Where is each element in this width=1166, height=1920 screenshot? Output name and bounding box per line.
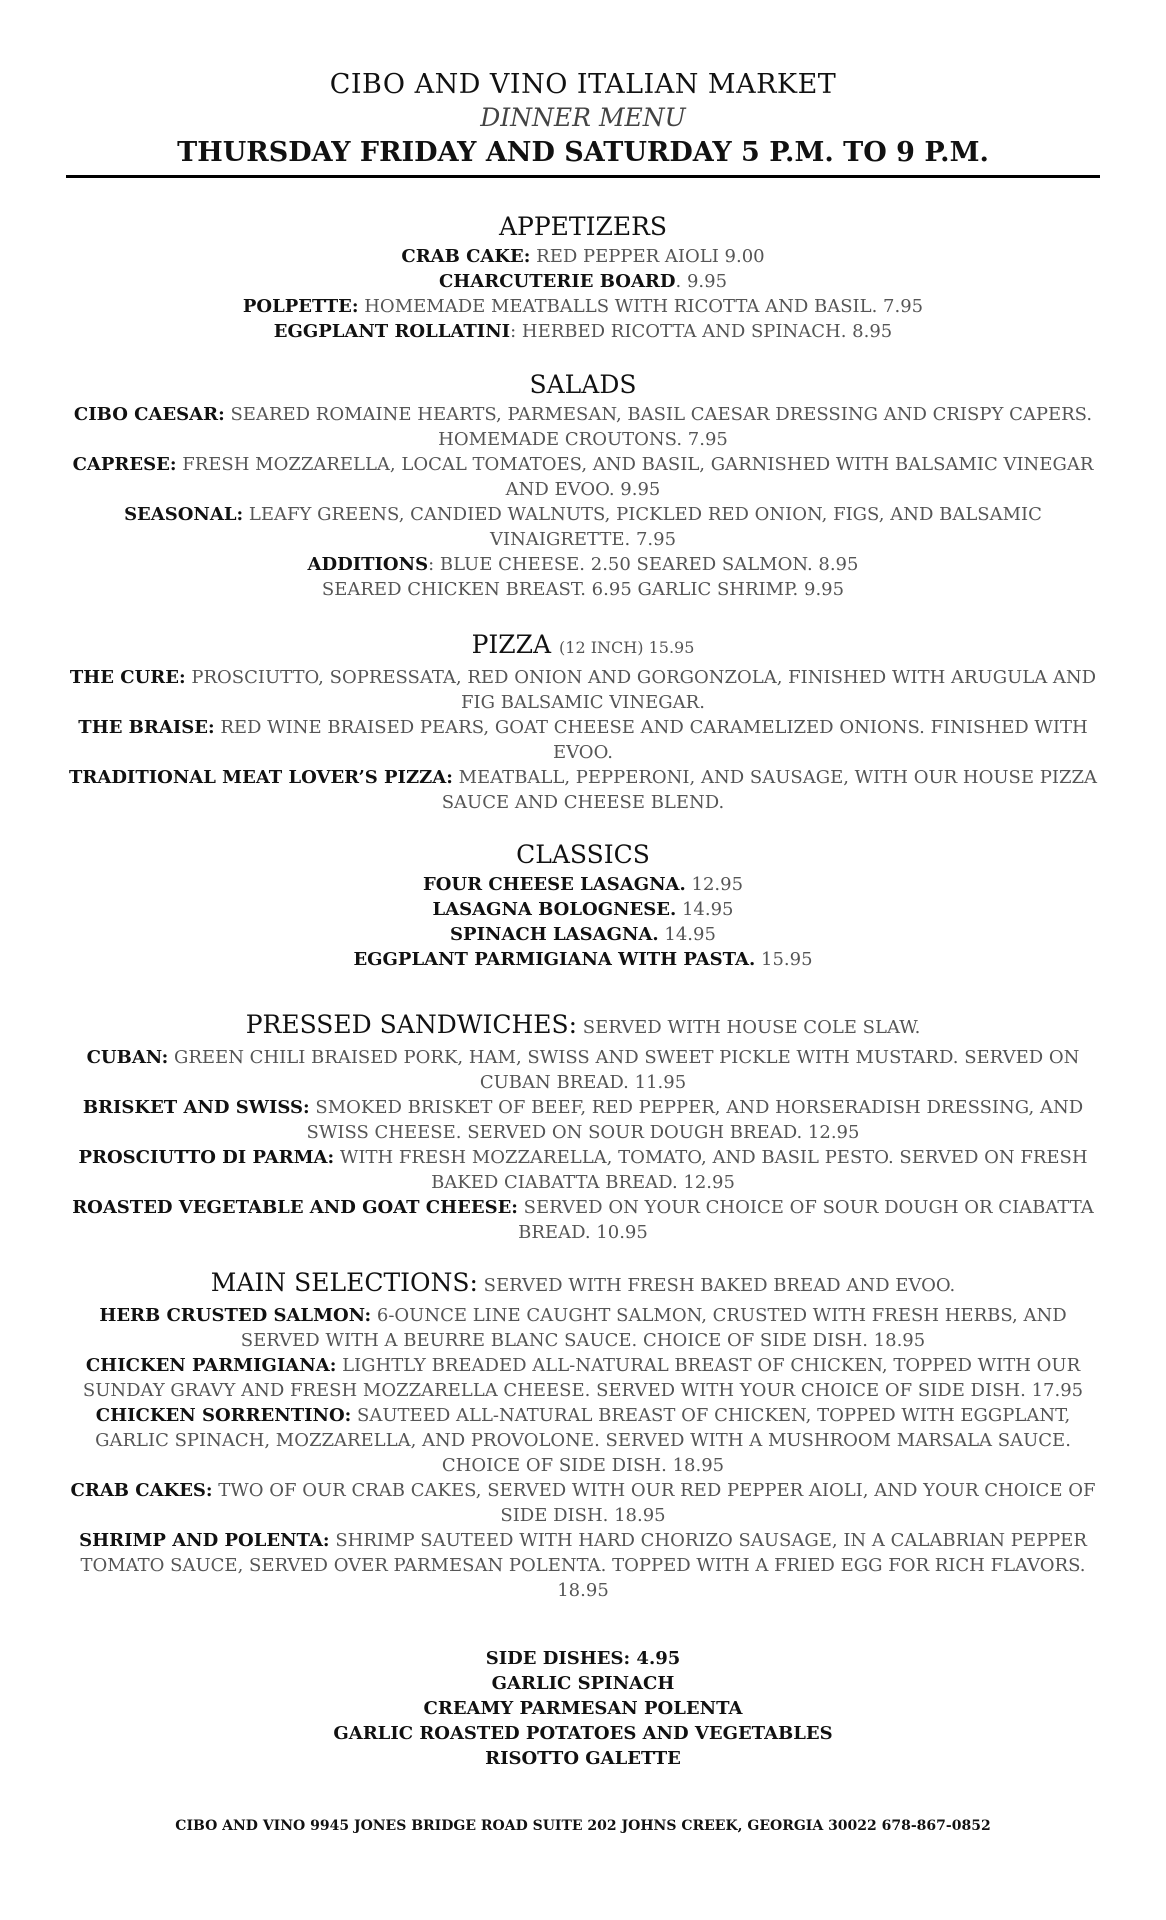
menu-item — [66, 715, 1100, 765]
section-title-classics: CLASSICS — [516, 840, 650, 869]
address-footer: CIBO AND VINO 9945 JONES BRIDGE ROAD SUITE 202 JOHNS CREEK, GEORGIA 30022 678-867-0852 — [175, 1818, 991, 1834]
mains-title: MAIN SELECTIONS: — [210, 1268, 478, 1297]
section-title-sandwiches — [66, 1008, 1100, 1045]
item-name: PROSCIUTTO DI PARMA: — [78, 1147, 335, 1168]
item-desc: PROSCIUTTO, SOPRESSATA, RED ONION AND GORGONZOLA, FINISHED WITH ARUGULA AND FIG BALSAMIC VINEGAR. — [185, 667, 1097, 713]
menu-subtitle: DINNER MENU — [480, 103, 686, 132]
menu-item — [66, 1528, 1100, 1603]
item-price: 14.95 — [658, 924, 716, 945]
item-name: BRISKET AND SWISS: — [82, 1097, 310, 1118]
item-name: CAPRESE: — [72, 454, 177, 475]
salads-section — [66, 368, 1100, 602]
item-name: CHICKEN PARMIGIANA: — [85, 1355, 337, 1376]
item-desc: SHRIMP SAUTEED WITH HARD CHORIZO SAUSAGE, IN A CALABRIAN PEPPER TOMATO SAUCE, SERVED OVER PARMESAN POLENTA. TOPPED WITH A FRIED EGG FOR RICH FLAVORS. 18.95 — [80, 1530, 1087, 1601]
hours-line: THURSDAY FRIDAY AND SATURDAY 5 P.M. TO 9 P.M. — [177, 137, 989, 168]
item-name: EGGPLANT ROLLATINI — [273, 321, 511, 342]
item-name: SPINACH LASAGNA. — [450, 924, 659, 945]
item-desc: LEAFY GREENS, CANDIED WALNUTS, PICKLED RED ONION, FIGS, AND BALSAMIC VINAIGRETTE. 7.95 — [243, 504, 1042, 550]
side-item: CREAMY PARMESAN POLENTA — [423, 1698, 743, 1719]
item-desc: HOMEMADE MEATBALLS WITH RICOTTA AND BASIL. 7.95 — [358, 296, 924, 317]
item-desc: SERVED ON YOUR CHOICE OF SOUR DOUGH OR CIABATTA BREAD. 10.95 — [517, 1197, 1094, 1243]
item-name: CUBAN: — [86, 1047, 169, 1068]
item-desc: RED WINE BRAISED PEARS, GOAT CHEESE AND CARAMELIZED ONIONS. FINISHED WITH EVOO. — [214, 717, 1088, 763]
item-name: THE CURE: — [69, 667, 186, 688]
menu-item — [66, 872, 1100, 897]
pizza-title: PIZZA — [471, 630, 552, 659]
item-desc: FRESH MOZZARELLA, LOCAL TOMATOES, AND BASIL, GARNISHED WITH BALSAMIC VINEGAR AND EVOO. 9.95 — [176, 454, 1094, 500]
item-desc: LIGHTLY BREADED ALL-NATURAL BREAST OF CHICKEN, TOPPED WITH OUR SUNDAY GRAVY AND FRESH MOZZARELLA CHEESE. SERVED WITH YOUR CHOICE OF SIDE DISH. 17.95 — [82, 1355, 1084, 1401]
item-name: CIBO CAESAR: — [73, 404, 225, 425]
item-desc: : HERBED RICOTTA AND SPINACH. 8.95 — [510, 321, 893, 342]
item-name: CRAB CAKE: — [401, 246, 531, 267]
item-name: CRAB CAKES: — [70, 1480, 213, 1501]
menu-item — [66, 1045, 1100, 1095]
pizza-section — [66, 628, 1100, 815]
sandwiches-desc: SERVED WITH HOUSE COLE SLAW. — [577, 1017, 921, 1038]
side-item: GARLIC SPINACH — [491, 1673, 675, 1694]
item-name: HERB CRUSTED SALMON: — [99, 1305, 372, 1326]
header-divider — [66, 175, 1100, 178]
item-name: EGGPLANT PARMIGIANA WITH PASTA. — [353, 949, 756, 970]
menu-item — [66, 552, 1100, 577]
item-price: 12.95 — [685, 874, 744, 895]
item-name: SHRIMP AND POLENTA: — [79, 1530, 330, 1551]
item-desc: MEATBALL, PEPPERONI, AND SAUSAGE, WITH OUR HOUSE PIZZA SAUCE AND CHEESE BLEND. — [441, 767, 1097, 813]
menu-item — [66, 269, 1100, 294]
menu-item — [66, 1403, 1100, 1478]
section-title-sides: SIDE DISHES: 4.95 — [485, 1648, 681, 1669]
pizza-size-price: (12 INCH) 15.95 — [559, 638, 695, 657]
menu-item — [66, 665, 1100, 715]
menu-item — [66, 897, 1100, 922]
item-name: ADDITIONS — [307, 554, 429, 575]
item-name: CHICKEN SORRENTINO: — [95, 1405, 352, 1426]
additions-line: SEARED CHICKEN BREAST. 6.95 GARLIC SHRIMP. 9.95 — [321, 579, 845, 600]
menu-item — [66, 1145, 1100, 1195]
item-name: TRADITIONAL MEAT LOVER’S PIZZA: — [69, 767, 453, 788]
menu-item — [66, 244, 1100, 269]
item-desc: 6-OUNCE LINE CAUGHT SALMON, CRUSTED WITH FRESH HERBS, AND SERVED WITH A BEURRE BLANC SAUCE. CHOICE OF SIDE DISH. 18.95 — [240, 1305, 1067, 1351]
sides-section — [66, 1646, 1100, 1771]
item-desc: SEARED ROMAINE HEARTS, PARMESAN, BASIL CAESAR DRESSING AND CRISPY CAPERS. HOMEMADE CROUTONS. 7.95 — [224, 404, 1093, 450]
section-title-salads: SALADS — [529, 370, 637, 399]
menu-item — [66, 319, 1100, 344]
menu-item — [66, 1353, 1100, 1403]
menu-item — [66, 1478, 1100, 1528]
item-desc: SMOKED BRISKET OF BEEF, RED PEPPER, AND HORSERADISH DRESSING, AND SWISS CHEESE. SERVED ON SOUR DOUGH BREAD. 12.95 — [306, 1097, 1084, 1143]
mains-section — [66, 1266, 1100, 1603]
section-title-pizza — [66, 628, 1100, 665]
menu-item — [66, 502, 1100, 552]
item-name: LASAGNA BOLOGNESE. — [432, 899, 677, 920]
side-item: GARLIC ROASTED POTATOES AND VEGETABLES — [333, 1723, 833, 1744]
item-desc: WITH FRESH MOZZARELLA, TOMATO, AND BASIL PESTO. SERVED ON FRESH BAKED CIABATTA BREAD. 12.95 — [334, 1147, 1088, 1193]
section-title-mains — [66, 1266, 1100, 1303]
menu-item — [66, 947, 1100, 972]
item-name: FOUR CHEESE LASAGNA. — [422, 874, 686, 895]
item-name: THE BRAISE: — [78, 717, 215, 738]
side-item: RISOTTO GALETTE — [485, 1748, 681, 1769]
classics-section — [66, 838, 1100, 972]
item-desc: TWO OF OUR CRAB CAKES, SERVED WITH OUR RED PEPPER AIOLI, AND YOUR CHOICE OF SIDE DISH. 18.95 — [212, 1480, 1096, 1526]
item-desc: : BLUE CHEESE. 2.50 SEARED SALMON. 8.95 — [428, 554, 859, 575]
restaurant-title: CIBO AND VINO ITALIAN MARKET — [329, 69, 837, 100]
menu-item — [66, 922, 1100, 947]
sandwiches-section — [66, 1008, 1100, 1245]
item-desc: GREEN CHILI BRAISED PORK, HAM, SWISS AND SWEET PICKLE WITH MUSTARD. SERVED ON CUBAN BREAD. 11.95 — [168, 1047, 1080, 1093]
item-name: CHARCUTERIE BOARD — [438, 271, 676, 292]
item-name: SEASONAL: — [124, 504, 244, 525]
item-desc: SAUTEED ALL-NATURAL BREAST OF CHICKEN, TOPPED WITH EGGPLANT, GARLIC SPINACH, MOZZARELLA, AND PROVOLONE. SERVED WITH A MUSHROOM MARSALA SAUCE. CHOICE OF SIDE DISH. 18.95 — [95, 1405, 1071, 1476]
item-name: POLPETTE: — [242, 296, 359, 317]
section-title-appetizers: APPETIZERS — [498, 212, 668, 241]
sandwiches-title: PRESSED SANDWICHES: — [245, 1010, 578, 1039]
item-price: 15.95 — [755, 949, 813, 970]
menu-item — [66, 402, 1100, 452]
menu-item — [66, 1195, 1100, 1245]
item-name: ROASTED VEGETABLE AND GOAT CHEESE: — [72, 1197, 518, 1218]
menu-item — [66, 1303, 1100, 1353]
item-price: 14.95 — [676, 899, 734, 920]
menu-item — [66, 765, 1100, 815]
item-desc: RED PEPPER AIOLI 9.00 — [530, 246, 765, 267]
appetizers-section — [66, 210, 1100, 344]
mains-desc: SERVED WITH FRESH BAKED BREAD AND EVOO. — [477, 1275, 956, 1296]
item-desc: . 9.95 — [675, 271, 728, 292]
menu-item — [66, 452, 1100, 502]
menu-item — [66, 294, 1100, 319]
menu-item — [66, 1095, 1100, 1145]
